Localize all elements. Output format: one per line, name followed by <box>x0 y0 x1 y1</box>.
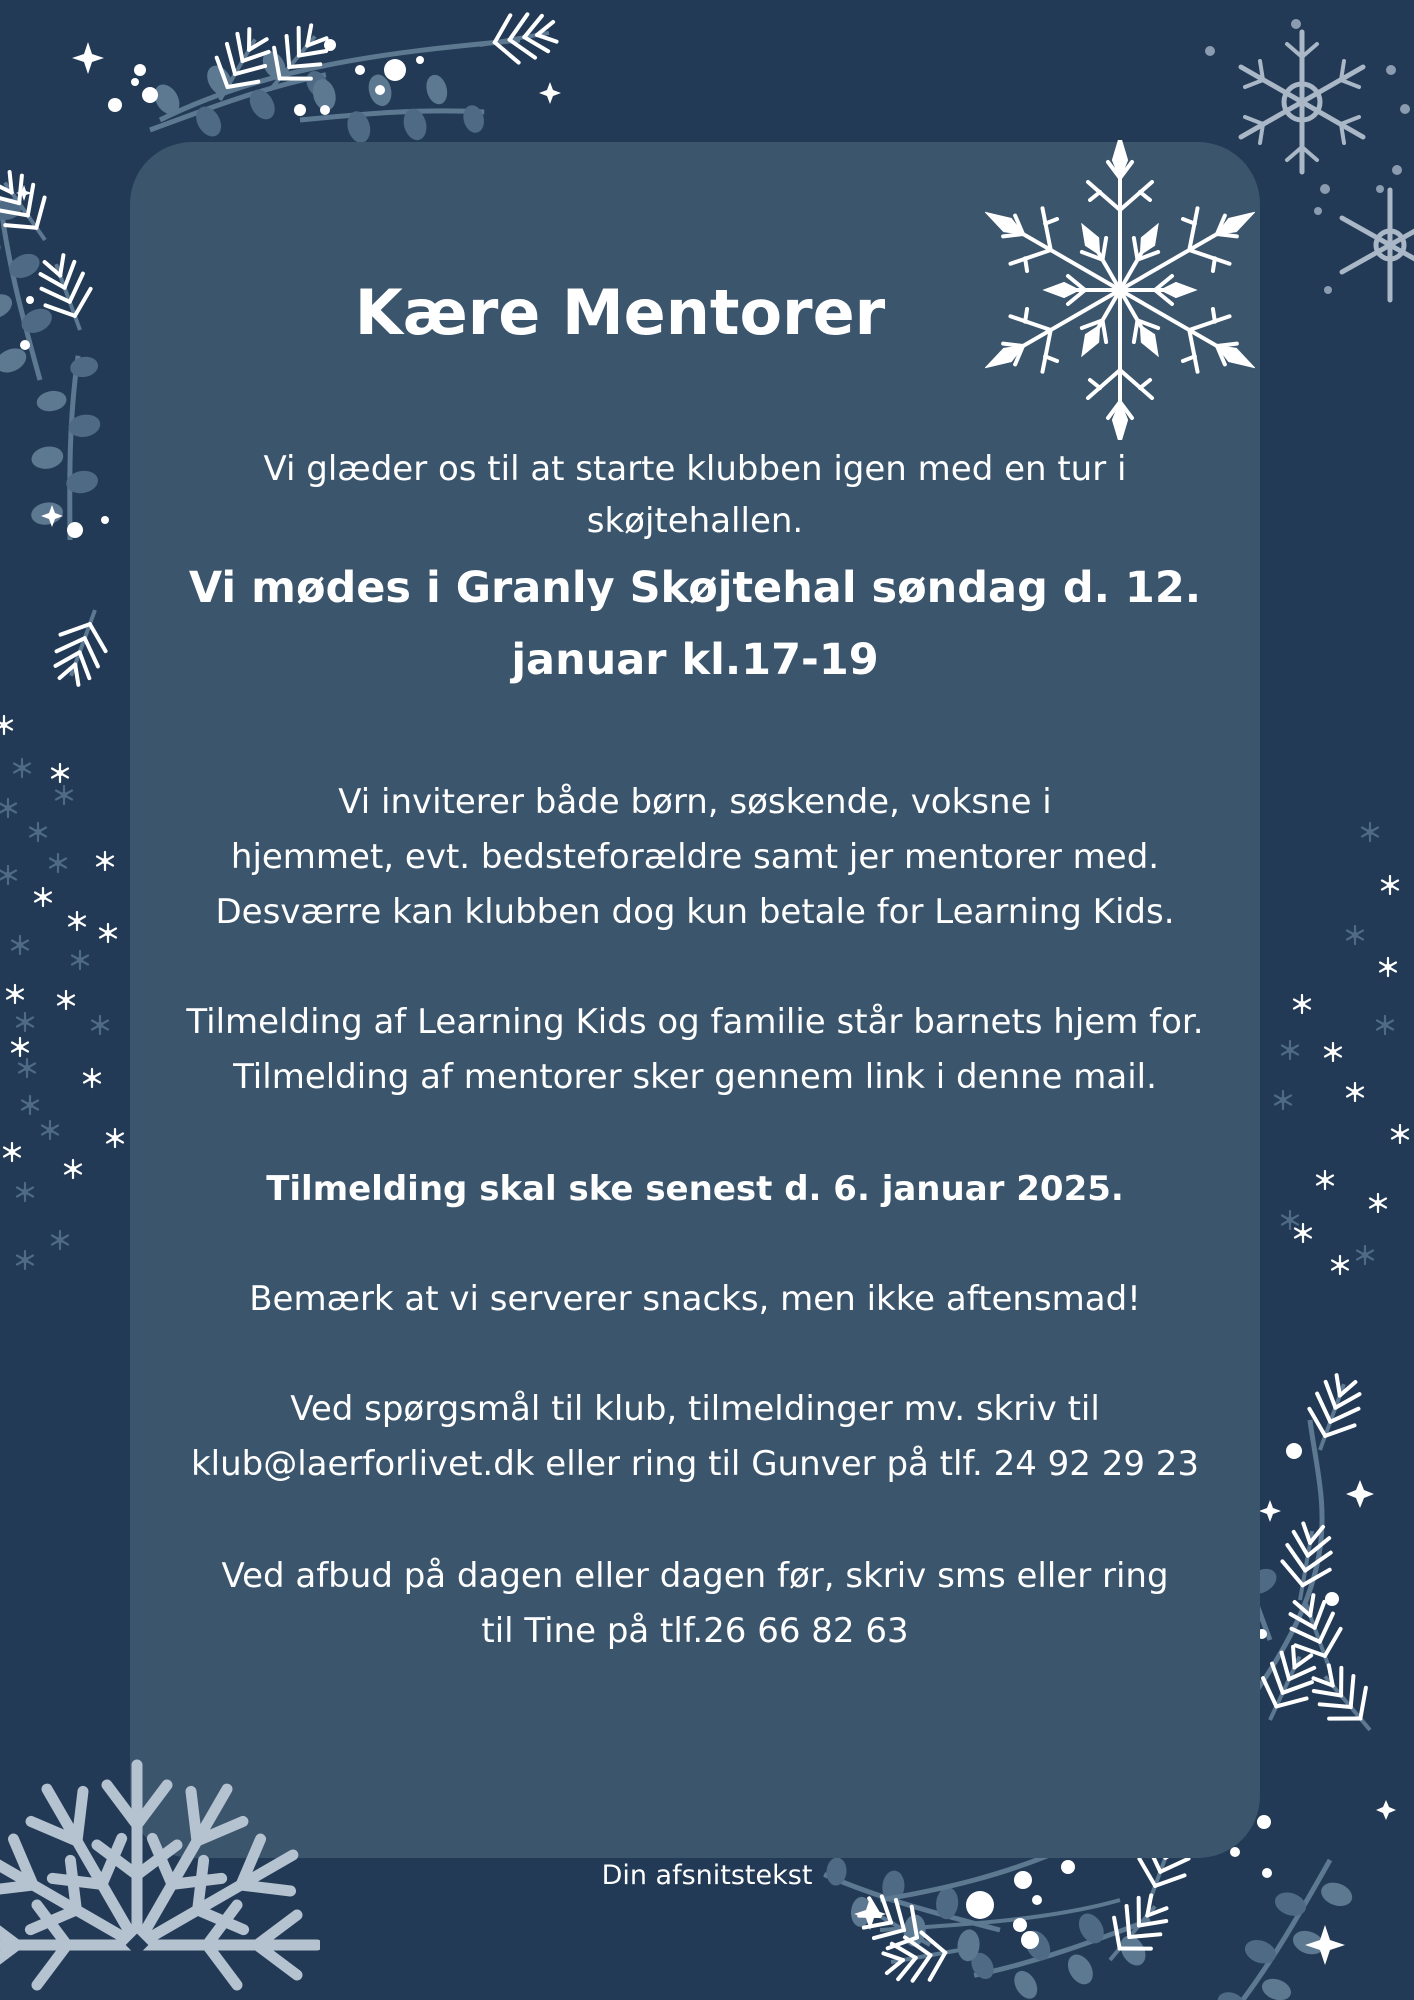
footer-text: Din afsnitstekst <box>601 1860 813 1891</box>
invite-line-1: Vi inviterer både børn, søskende, voksne i <box>338 782 1052 822</box>
right-snowflake-pattern <box>1275 823 1408 1274</box>
intro-line-2: skøjtehallen. <box>586 501 804 541</box>
signup-line-1: Tilmelding af Learning Kids og familie står barnets hjem for. <box>186 1002 1204 1042</box>
invite-line-2: hjemmet, evt. bedsteforældre samt jer mentorer med. <box>230 837 1160 877</box>
cancel-line-2: til Tine på tlf.26 66 82 63 <box>481 1611 909 1651</box>
snacks-text: Bemærk at vi serverer snacks, men ikke aftensmad! <box>249 1279 1141 1319</box>
left-snowflake-pattern <box>0 716 123 1269</box>
invite-line-3: Desværre kan klubben dog kun betale for Learning Kids. <box>215 892 1175 932</box>
questions-line-2: klub@laerforlivet.dk eller ring til Gunver på tlf. 24 92 29 23 <box>190 1444 1200 1484</box>
signup-line-2: Tilmelding af mentorer sker gennem link i denne mail. <box>233 1057 1157 1097</box>
meeting-line-2: januar kl.17-19 <box>511 635 879 685</box>
cancel-line-1: Ved afbud på dagen eller dagen før, skriv sms eller ring <box>221 1556 1169 1596</box>
questions-line-1: Ved spørgsmål til klub, tilmeldinger mv. skriv til <box>290 1389 1100 1429</box>
page-title: Kære Mentorer <box>354 276 886 349</box>
meeting-line-1: Vi mødes i Granly Skøjtehal søndag d. 12. <box>188 563 1202 613</box>
deadline-text: Tilmelding skal ske senest d. 6. januar 2025. <box>266 1169 1124 1209</box>
intro-line-1: Vi glæder os til at starte klubben igen med en tur i <box>263 449 1127 489</box>
